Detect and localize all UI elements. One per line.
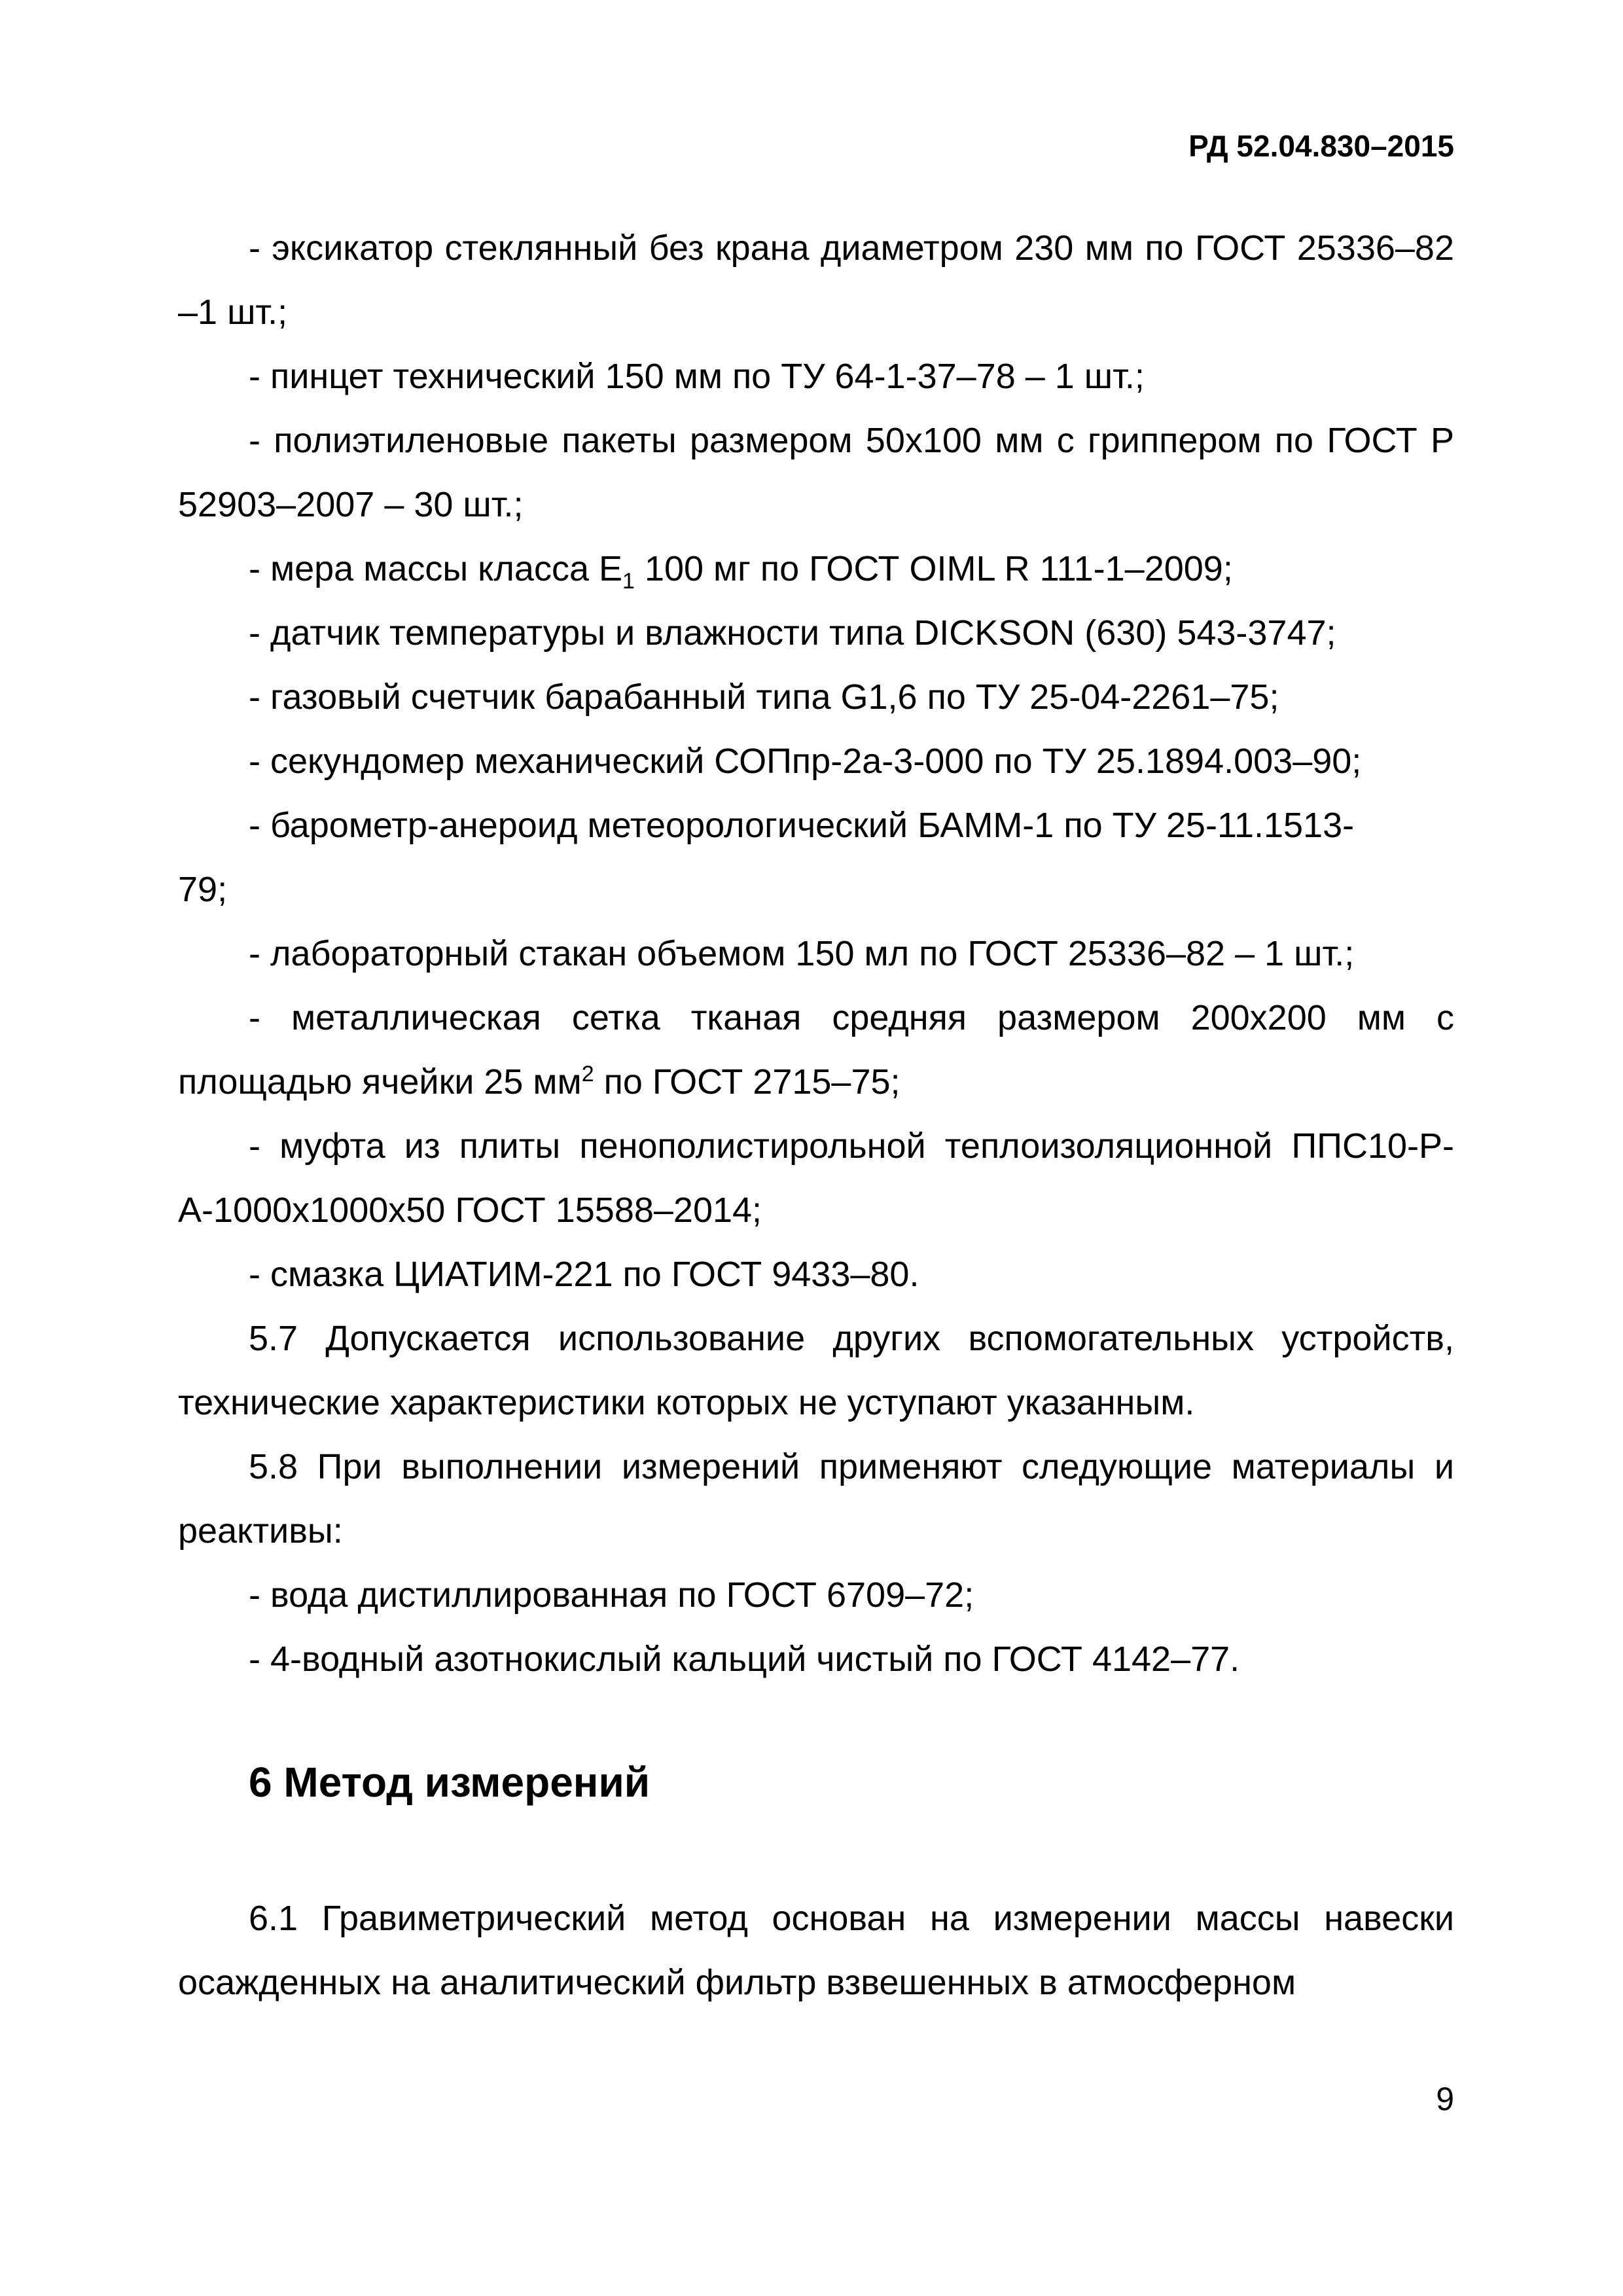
paragraph-5-8: 5.8 При выполнении измерений применяют следующие материалы и реактивы: xyxy=(178,1447,1454,1551)
list-item-desiccator: - эксикатор стеклянный без крана диаметром 230 мм по ГОСТ 25336–82 –1 шт.; xyxy=(178,228,1454,332)
list-item-mass-standard xyxy=(178,537,1454,601)
list-item-barometer: - барометр-анероид метеорологический БАММ-1 по ТУ 25-11.1513- xyxy=(249,806,1355,845)
mesh-item-text: - металлическая сетка тканая средняя размером 200х200 мм с площадью ячейки 25 мм xyxy=(178,998,1454,1102)
paragraph-6-1: 6.1 Гравиметрический метод основан на измерении массы навески осажденных на аналитический фильтр взвешенных в атмосферном xyxy=(178,1899,1454,2002)
list-item-sensor: - датчик температуры и влажности типа DICKSON (630) 543-3747; xyxy=(249,613,1336,653)
paragraph-5-7: 5.7 Допускается использование других вспомогательных устройств, технические характеристики которых не уступают указанным. xyxy=(178,1319,1454,1422)
section-heading: 6 Метод измерений xyxy=(249,1759,651,1806)
list-item-stopwatch: - секундомер механический СОПпр-2а-3-000 по ТУ 25.1894.003–90; xyxy=(249,742,1362,781)
list-item-mesh xyxy=(178,986,1454,1114)
mass-item-text-end: 100 мг по ГОСТ OIML R 111-1–2009; xyxy=(634,549,1233,588)
page-number: 9 xyxy=(1436,2081,1454,2117)
reagent-calcium-nitrate: - 4-водный азотнокислый кальций чистый по ГОСТ 4142–77. xyxy=(249,1640,1240,1679)
document-code: РД 52.04.830–2015 xyxy=(1188,129,1454,163)
page-body xyxy=(178,216,1454,2015)
list-item-grease: - смазка ЦИАТИМ-221 по ГОСТ 9433–80. xyxy=(249,1255,919,1294)
list-item-bags: - полиэтиленовые пакеты размером 50х100 мм с гриппером по ГОСТ Р 52903–2007 – 30 шт.; xyxy=(178,421,1454,524)
mesh-item-text-end: по ГОСТ 2715–75; xyxy=(594,1062,901,1102)
mesh-item-superscript: 2 xyxy=(581,1062,594,1086)
list-item-beaker: - лабораторный стакан объемом 150 мл по ГОСТ 25336–82 – 1 шт.; xyxy=(249,934,1355,973)
list-item-tweezers: - пинцет технический 150 мм по ТУ 64-1-37–78 – 1 шт.; xyxy=(249,357,1145,396)
mass-item-text: - мера массы класса Е xyxy=(249,549,623,588)
mass-item-subscript: 1 xyxy=(622,568,635,594)
list-item-barometer-cont: 79; xyxy=(178,870,228,909)
list-item-sleeve: - муфта из плиты пенополистирольной теплоизоляционной ППС10-Р-А-1000х1000х50 ГОСТ 15588–2014; xyxy=(178,1126,1454,1230)
reagent-water: - вода дистиллированная по ГОСТ 6709–72; xyxy=(249,1575,974,1615)
list-item-gas-meter: - газовый счетчик барабанный типа G1,6 по ТУ 25-04-2261–75; xyxy=(249,677,1279,717)
